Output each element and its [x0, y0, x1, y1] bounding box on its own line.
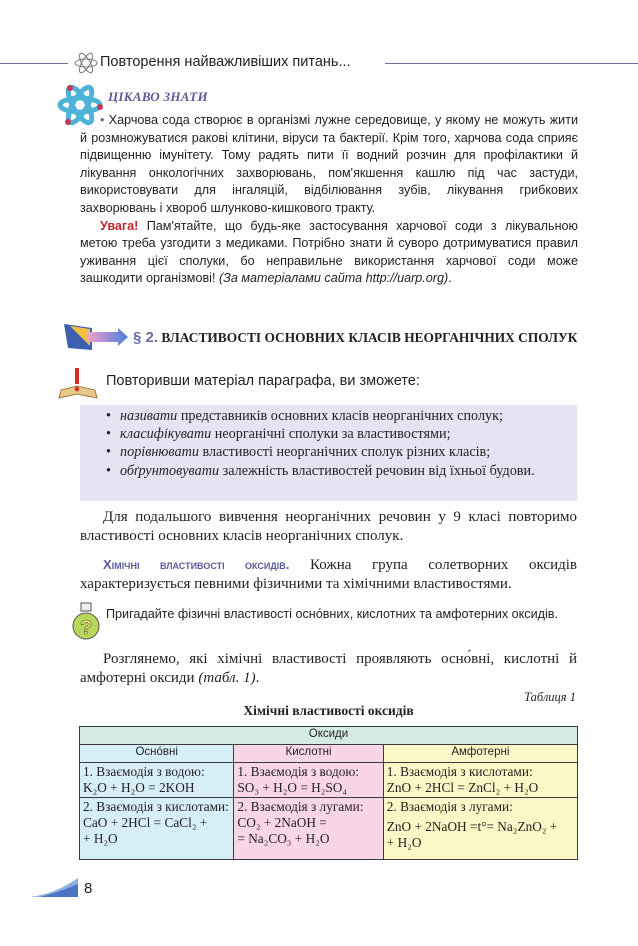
- cell-line: 1. Взаємодія з водою:: [237, 764, 360, 779]
- objective-text: неорганічні сполуки за властивостями;: [211, 426, 451, 443]
- header-rule-right: [385, 63, 638, 64]
- paragraph-oxides: [80, 555, 577, 594]
- column-header-amphoteric: Амфотерні: [383, 745, 577, 763]
- punctuation: .: [448, 271, 452, 286]
- objective-item: [106, 462, 577, 480]
- objective-item: [106, 443, 577, 461]
- punctuation: .: [255, 670, 260, 686]
- paragraph-table-ref: [80, 650, 577, 688]
- running-header: Повторення найважливіших питань...: [100, 54, 351, 70]
- cell-line: 2. Взаємодія з лугами:: [237, 799, 364, 814]
- cell-line: = Na₂CO₃ + H₂O: [237, 831, 330, 846]
- cell-line: 1. Взаємодія з водою:: [83, 764, 205, 779]
- atom-outline-icon: [74, 50, 98, 76]
- cell-line: CO₂ + 2NaOH =: [237, 815, 327, 830]
- oxides-table: [79, 726, 578, 860]
- page-number: 8: [84, 880, 93, 897]
- question-flask-icon: [70, 602, 102, 642]
- table-cell: [80, 798, 234, 860]
- cell-line: K₂O + H₂O = 2KOH: [83, 780, 195, 795]
- paragraph-text: Кожна група солетворних оксидів характеризується певними фізичними та хімічними властивостями.: [80, 557, 578, 592]
- table-cell: [383, 763, 577, 798]
- table-group-header: Оксиди: [80, 727, 578, 745]
- bullet: •: [100, 113, 105, 127]
- objective-item: [106, 407, 577, 425]
- cell-line: ZnO + 2HCl = ZnCl₂ + H₂O: [386, 780, 539, 795]
- table-cell: [383, 798, 577, 860]
- section-number: § 2.: [133, 329, 159, 346]
- book-arrow-icon: [62, 322, 130, 352]
- cell-line: 1. Взаємодія з кислотами:: [386, 764, 533, 779]
- table-caption: Таблиця 1: [524, 690, 576, 704]
- objective-verb: обґрунтовувати: [120, 462, 220, 479]
- objectives-intro: Повторивши матеріал параграфа, ви зможете:: [106, 373, 420, 389]
- section-heading: [133, 328, 583, 348]
- table-row: [80, 798, 578, 860]
- cell-line: 2. Взаємодія з кислотами:: [83, 799, 229, 814]
- paragraph-lead: Хімічні властивості оксидів.: [103, 557, 290, 572]
- fact-box-title: ЦІКАВО ЗНАТИ: [108, 89, 208, 104]
- cell-line: SO₃ + H₂O = H₂SO₄: [237, 780, 348, 795]
- paragraph-text: Розглянемо, які хімічні властивості проявляють осно́вні, кислотні й амфотерні оксиди: [80, 651, 577, 686]
- cell-line: CaO + 2HCl = CaCl₂ +: [83, 815, 208, 830]
- table-cell: [80, 763, 234, 798]
- cell-line: + H₂O: [386, 835, 422, 850]
- fact-paragraph: Харчова сода створює в організмі лужне середовище, у якому не можуть жити й розмножуватися ракові клітини, віруси та бактерії. Крім того, харчова сода сприяє підвищенню імунітету. Тому радять пити її водний розчин для профілактики й лікування онкологічних захворювань, пом'якшення кашлю під час застуди, використовувати для інгаляцій, відбілювання зубів, лікування грибкових захворювань і хвороб шлунково-кишкового тракту.: [80, 113, 578, 215]
- header-rule-left: [0, 63, 68, 64]
- cell-line: 2. Взаємодія з лугами:: [386, 799, 513, 814]
- table-title: Хімічні властивості оксидів: [243, 703, 414, 718]
- warning-label: Увага!: [100, 218, 139, 233]
- objective-text: властивості неорганічних сполук різних класів;: [198, 444, 491, 461]
- column-header-basic: Осно́вні: [80, 745, 234, 763]
- objective-text: представників основних класів неорганічних сполук;: [177, 408, 503, 424]
- table-cell: [234, 763, 383, 798]
- open-book-exclamation-icon: [57, 368, 99, 400]
- objectives-box: [80, 405, 577, 501]
- section-title: ВЛАСТИВОСТІ ОСНОВНИХ КЛАСІВ НЕОРГАНІЧНИХ СПОЛУК: [161, 330, 578, 345]
- objective-text: залежність властивостей речовин від їхньої будови.: [219, 462, 535, 479]
- table-row: [80, 763, 578, 798]
- cell-line: + H₂O: [83, 831, 118, 846]
- objective-item: [106, 425, 577, 443]
- page-corner-wave-icon: [30, 876, 80, 898]
- table-reference: (табл. 1): [198, 670, 256, 686]
- objective-verb: класифікувати: [120, 426, 212, 443]
- source-citation: (За матеріалами сайта http://uarp.org): [218, 271, 449, 286]
- objective-verb: порівнювати: [120, 444, 199, 461]
- table-cell: [234, 798, 383, 860]
- objective-verb: називати: [120, 408, 178, 424]
- column-header-acidic: Кислотні: [234, 745, 383, 763]
- svg-text:?: ?: [80, 617, 93, 639]
- recall-question: Пригадайте фізичні властивості осно́вних, кислотних та амфотерних оксидів.: [106, 607, 558, 621]
- warning-text: Пам'ятайте, що будь-яке застосування харчової соди з лікувальною метою треба узгодити з медиками. Потрібно знати й суворо дотримуватися правил уживання цієї сполуки, бо неправильне використання харчової соди може зашкодити організмові!: [80, 218, 578, 286]
- paragraph-intro: Для подальшого вивчення неорганічних речовин у 9 класі повторимо властивості основних класів неорганічних сполук.: [80, 509, 577, 544]
- fact-box-text: [80, 112, 578, 288]
- cell-line: ZnO + 2NaOH =t°= Na₂ZnO₂ +: [386, 819, 558, 834]
